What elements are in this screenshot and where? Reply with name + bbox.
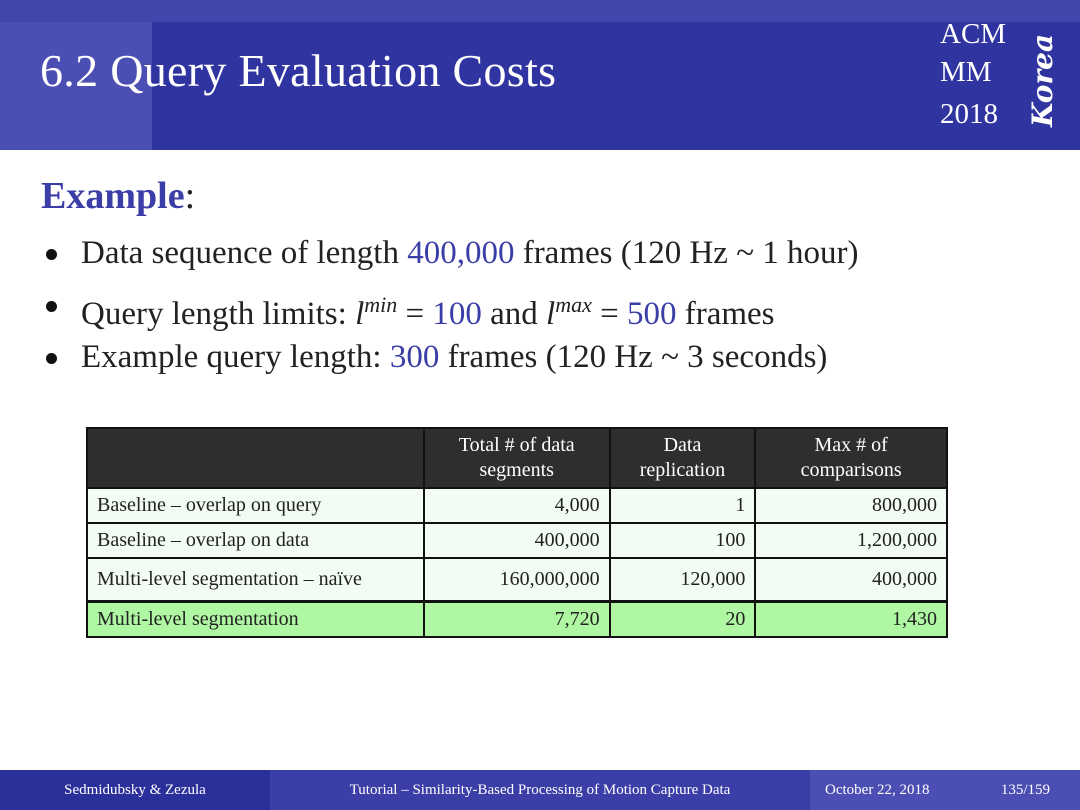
- example-colon: :: [184, 175, 196, 217]
- cell-total-segments: 4,000: [424, 488, 610, 523]
- bullet-dot: [46, 353, 57, 364]
- example-label: Example: [41, 175, 185, 217]
- table-header-row: [87, 428, 947, 488]
- bullet-text: [81, 230, 859, 276]
- cell-max-comparisons: 1,430: [755, 602, 947, 638]
- logo-mm: MM: [940, 56, 992, 88]
- sup-max: max: [555, 292, 592, 317]
- slide-header: [0, 0, 1080, 150]
- var-l-max: l: [546, 296, 556, 332]
- header-max-comparisons: Max # of comparisons: [755, 428, 947, 488]
- footer-right-block: [810, 770, 1080, 810]
- header-total-segments: Total # of data segments: [424, 428, 610, 488]
- header-data-replication: Data replication: [610, 428, 756, 488]
- slide-title: 6.2 Query Evaluation Costs: [40, 45, 557, 96]
- cell-max-comparisons: 800,000: [755, 488, 947, 523]
- footer-talk-title: Tutorial – Similarity-Based Processing of Motion Capture Data: [270, 770, 810, 810]
- sup-min: min: [364, 292, 398, 317]
- equals: =: [397, 296, 433, 332]
- cell-total-segments: 160,000,000: [424, 558, 610, 602]
- cell-data-replication: 20: [610, 602, 756, 638]
- cost-comparison-table: [86, 427, 948, 638]
- bullet-text-post: frames (120 Hz ~ 1 hour): [514, 235, 859, 271]
- logo-acm: ACM: [940, 18, 1007, 50]
- table-row: [87, 558, 947, 602]
- bullet-text-post: frames (120 Hz ~ 3 seconds): [439, 339, 828, 375]
- header-top-strip: [0, 0, 1080, 22]
- bullet-text-pre: Query length limits:: [81, 296, 356, 332]
- header-empty-cell: [87, 428, 424, 488]
- bullet-text: [81, 282, 775, 337]
- slide-footer: [0, 770, 1080, 810]
- equals: =: [591, 296, 627, 332]
- footer-date: October 22, 2018: [825, 782, 930, 798]
- cell-total-segments: 400,000: [424, 523, 610, 558]
- bullet-item: [42, 230, 1062, 282]
- cell-data-replication: 120,000: [610, 558, 756, 602]
- table-row: [87, 523, 947, 558]
- cell-max-comparisons: 1,200,000: [755, 523, 947, 558]
- logo-korea-script: Korea: [1026, 33, 1059, 127]
- bullet-text-pre: Example query length:: [81, 339, 390, 375]
- row-label: Baseline – overlap on query: [87, 488, 424, 523]
- table-row: [87, 488, 947, 523]
- footer-authors: Sedmidubsky & Zezula: [0, 770, 270, 810]
- bullet-dot: [46, 301, 57, 312]
- cell-data-replication: 100: [610, 523, 756, 558]
- cell-max-comparisons: 400,000: [755, 558, 947, 602]
- table-row-highlighted: [87, 602, 947, 638]
- cell-total-segments: 7,720: [424, 602, 610, 638]
- bullet-text-pre: Data sequence of length: [81, 235, 408, 271]
- bullet-item: [42, 282, 1062, 334]
- bullet-value-min: 100: [432, 296, 482, 332]
- cell-data-replication: 1: [610, 488, 756, 523]
- row-label: Multi-level segmentation: [87, 602, 424, 638]
- bullet-item: [42, 334, 1062, 386]
- acm-mm-logo: [936, 12, 1059, 136]
- row-label: Multi-level segmentation – naïve: [87, 558, 424, 602]
- row-label: Baseline – overlap on data: [87, 523, 424, 558]
- footer-page-number: 135/159: [1000, 782, 1050, 798]
- bullet-value-max: 500: [626, 296, 677, 332]
- logo-year: 2018: [940, 98, 998, 130]
- bullet-text-post: frames: [676, 296, 775, 332]
- bullet-value: 300: [389, 339, 440, 375]
- bullet-list: [42, 230, 1062, 386]
- bullet-value: 400,000: [407, 235, 515, 271]
- bullet-text: [81, 334, 827, 380]
- bullet-dot: [46, 249, 57, 260]
- example-heading: [41, 174, 195, 218]
- var-l-min: l: [355, 296, 365, 332]
- bullet-text-mid: and: [481, 296, 547, 332]
